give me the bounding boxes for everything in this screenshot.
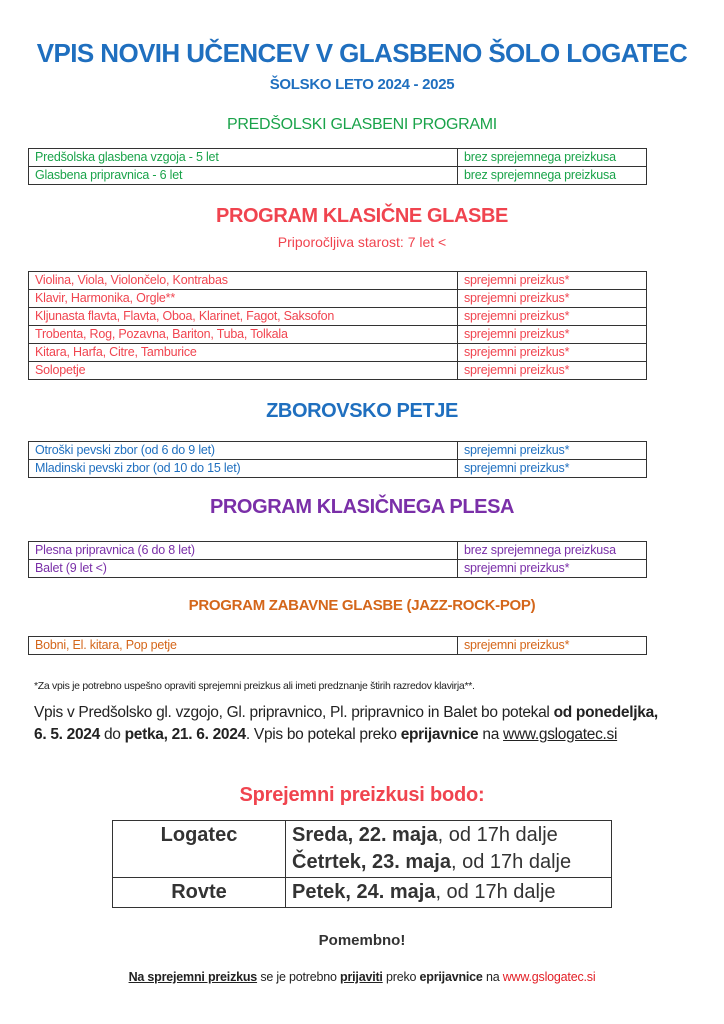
website-link[interactable]: www.gslogatec.si — [503, 726, 618, 743]
table-row — [29, 149, 647, 167]
section-heading-popular: PROGRAM ZABAVNE GLASBE (JAZZ-ROCK-POP) — [188, 597, 536, 614]
eprijavnice-label: eprijavnice — [400, 726, 479, 743]
program-name: Plesna pripravnica (6 do 8 let) — [29, 542, 458, 560]
enrollment-text-2: . Vpis bo potekal preko — [245, 726, 401, 743]
table-row — [29, 560, 647, 578]
exam-day: Sreda, 22. maja — [292, 824, 438, 846]
enrollment-to: petka, 21. 6. 2024 — [124, 726, 246, 743]
exam-time: , od 17h dalje — [437, 824, 558, 846]
exams-table — [112, 820, 612, 908]
table-preschool — [28, 148, 647, 185]
program-name: Kljunasta flavta, Flavta, Oboa, Klarinet, Fagot, Saksofon — [29, 308, 458, 326]
program-requirement: brez sprejemnega preizkusa — [458, 542, 647, 560]
enrollment-from-date: 6. 5. 2024 — [34, 726, 100, 743]
note-prijaviti: prijaviti — [340, 970, 383, 984]
page-title: VPIS NOVIH UČENCEV V GLASBENO ŠOLO LOGATEC — [36, 38, 688, 68]
program-name: Solopetje — [29, 362, 458, 380]
program-name: Otroški pevski zbor (od 6 do 9 let) — [29, 442, 458, 460]
program-name: Kitara, Harfa, Citre, Tamburice — [29, 344, 458, 362]
program-requirement: sprejemni preizkus* — [458, 362, 647, 380]
table-row — [29, 442, 647, 460]
table-row — [29, 344, 647, 362]
note-text-3: na — [482, 970, 503, 984]
table-choir — [28, 441, 647, 478]
table-row — [29, 272, 647, 290]
important-heading: Pomembno! — [318, 932, 406, 949]
enrollment-to-word: do — [99, 726, 125, 743]
school-year: ŠOLSKO LETO 2024 - 2025 — [269, 76, 455, 93]
table-row — [29, 290, 647, 308]
table-dance — [28, 541, 647, 578]
table-classical — [28, 271, 647, 380]
program-requirement: sprejemni preizkus* — [458, 272, 647, 290]
exam-row — [113, 821, 612, 878]
important-note — [0, 970, 724, 984]
note-eprijavnice: eprijavnice — [419, 970, 483, 984]
program-requirement: brez sprejemnega preizkusa — [458, 149, 647, 167]
program-requirement: sprejemni preizkus* — [458, 460, 647, 478]
program-requirement: sprejemni preizkus* — [458, 637, 647, 655]
footnote: *Za vpis je potrebno uspešno opraviti sprejemni preizkus ali imeti predznanje štirih razredov klavirja**. — [34, 680, 475, 692]
enrollment-info — [34, 702, 714, 746]
section-heading-dance: PROGRAM KLASIČNEGA PLESA — [209, 496, 515, 518]
program-name: Klavir, Harmonika, Orgle** — [29, 290, 458, 308]
section-heading-choir: ZBOROVSKO PETJE — [266, 400, 458, 422]
section-heading-preschool: PREDŠOLSKI GLASBENI PROGRAMI — [227, 116, 497, 133]
program-name: Bobni, El. kitara, Pop petje — [29, 637, 458, 655]
exam-time: , od 17h dalje — [435, 881, 556, 903]
program-requirement: sprejemni preizkus* — [458, 308, 647, 326]
program-name: Balet (9 let <) — [29, 560, 458, 578]
note-text-2: preko — [382, 970, 420, 984]
exam-location: Rovte — [113, 878, 286, 908]
table-row — [29, 362, 647, 380]
program-requirement: brez sprejemnega preizkusa — [458, 167, 647, 185]
table-row — [29, 167, 647, 185]
table-row — [29, 326, 647, 344]
program-requirement: sprejemni preizkus* — [458, 290, 647, 308]
table-row — [29, 637, 647, 655]
enrollment-text: Vpis v Predšolsko gl. vzgojo, Gl. pripravnico, Pl. pripravnico in Balet bo potekal — [34, 704, 554, 721]
exam-day: Četrtek, 23. maja — [292, 851, 451, 873]
program-name: Mladinski pevski zbor (od 10 do 15 let) — [29, 460, 458, 478]
program-name: Glasbena pripravnica - 6 let — [29, 167, 458, 185]
note-lead: Na sprejemni preizkus — [128, 970, 258, 984]
table-row — [29, 308, 647, 326]
program-name: Violina, Viola, Violončelo, Kontrabas — [29, 272, 458, 290]
program-name: Predšolska glasbena vzgoja - 5 let — [29, 149, 458, 167]
table-row — [29, 542, 647, 560]
table-popular — [28, 636, 647, 655]
program-requirement: sprejemni preizkus* — [458, 344, 647, 362]
table-row — [29, 460, 647, 478]
exam-day: Petek, 24. maja — [292, 881, 436, 903]
exams-heading: Sprejemni preizkusi bodo: — [239, 784, 485, 806]
section-subheading-classical: Priporočljiva starost: 7 let < — [277, 234, 447, 250]
exam-time: , od 17h dalje — [450, 851, 572, 873]
section-heading-classical: PROGRAM KLASIČNE GLASBE — [216, 205, 508, 227]
program-name: Trobenta, Rog, Pozavna, Bariton, Tuba, Tolkala — [29, 326, 458, 344]
program-requirement: sprejemni preizkus* — [458, 560, 647, 578]
exam-dates — [286, 878, 612, 908]
enrollment-na: na — [478, 726, 504, 743]
note-website-link[interactable]: www.gslogatec.si — [502, 970, 596, 984]
program-requirement: sprejemni preizkus* — [458, 442, 647, 460]
exam-location: Logatec — [113, 821, 286, 878]
exam-dates — [286, 821, 612, 878]
exam-row — [113, 878, 612, 908]
note-text: se je potrebno — [257, 970, 341, 984]
program-requirement: sprejemni preizkus* — [458, 326, 647, 344]
enrollment-from: od ponedeljka, — [553, 704, 658, 721]
